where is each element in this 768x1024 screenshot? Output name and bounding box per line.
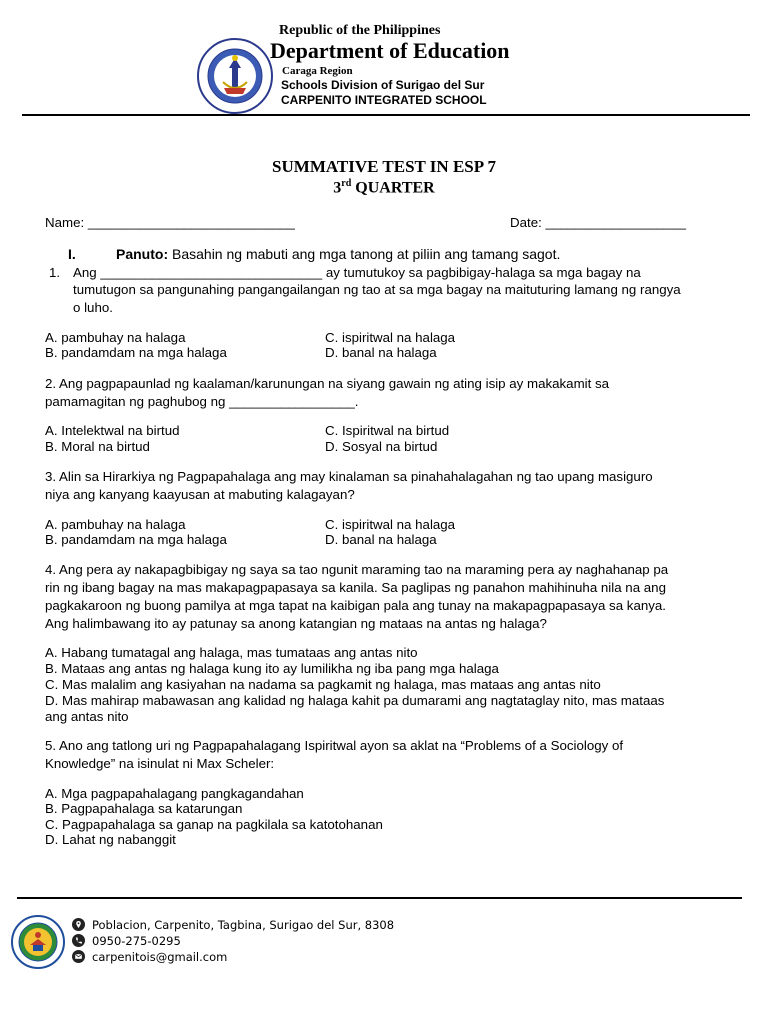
q4-choice-a[interactable]: A. Habang tumatagal ang halaga, mas tumataas ang antas nito bbox=[45, 645, 418, 660]
header-divider bbox=[22, 114, 750, 116]
header-division: Schools Division of Surigao del Sur bbox=[281, 78, 485, 92]
q1-number: 1. bbox=[49, 265, 61, 280]
instructions: Panuto: Basahin ng mabuti ang mga tanong at piliin ang tamang sagot. bbox=[116, 246, 561, 262]
q5-line: Knowledge” na isinulat ni Max Scheler: bbox=[45, 756, 275, 771]
q5-choice-a[interactable]: A. Mga pagpapahalagang pangkagandahan bbox=[45, 786, 304, 801]
q2-line: 2. Ang pagpapaunlad ng kaalaman/karunungan na siyang gawain ng ating isip ay makakamit sa bbox=[45, 376, 610, 391]
location-icon bbox=[72, 918, 85, 931]
q2-choice-a[interactable]: A. Intelektwal na birtud bbox=[45, 423, 180, 438]
q3-choice-d[interactable]: D. banal na halaga bbox=[325, 532, 437, 547]
q5-choice-d[interactable]: D. Lahat ng nabanggit bbox=[45, 832, 176, 847]
footer-email[interactable]: carpenitois@gmail.com bbox=[92, 950, 228, 964]
q4-choice-b[interactable]: B. Mataas ang antas ng halaga kung ito ay lumilikha ng iba pang mga halaga bbox=[45, 661, 499, 676]
q3-choice-b[interactable]: B. pandamdam na mga halaga bbox=[45, 532, 227, 547]
q1-choice-a[interactable]: A. pambuhay na halaga bbox=[45, 330, 186, 345]
name-field[interactable]: Name: ____________________________ bbox=[45, 215, 295, 230]
q4-choice-d[interactable]: D. Mas mahirap mabawasan ang kalidad ng halaga kahit pa dumarami ang nagtataglay nito, mas mataas bbox=[45, 693, 665, 708]
q3-line: 3. Alin sa Hirarkiya ng Pagpapahalaga ang may kinalaman sa pinahahalagahan ng tao upang masiguro bbox=[45, 469, 653, 484]
q4-line: rin ng ibang bagay na mas makapagpapasaya sa kanila. Sa paglipas ng panahon mahihinuha nila na ang bbox=[45, 580, 666, 595]
q2-choice-c[interactable]: C. Ispiritwal na birtud bbox=[325, 423, 450, 438]
section-numeral: I. bbox=[68, 246, 76, 262]
header-department: Department of Education bbox=[270, 38, 510, 63]
school-seal-logo bbox=[11, 915, 65, 969]
q3-line: niya ang kanyang kaayusan at mabuting kalagayan? bbox=[45, 487, 355, 502]
q1-choice-d[interactable]: D. banal na halaga bbox=[325, 345, 437, 360]
date-field[interactable]: Date: ___________________ bbox=[510, 215, 686, 230]
q1-line: tumutugon sa pangunahing pangangailangan ng tao at sa mga bagay na maituturing lamang ng rangya bbox=[73, 282, 681, 297]
q3-choice-c[interactable]: C. ispiritwal na halaga bbox=[325, 517, 456, 532]
q4-line: pagkakaroon ng buong pamilya at mga tapat na kaibigan pala ang tunay na makapagpapasaya sa kanya. bbox=[45, 598, 666, 613]
q2-line: pamamagitan ng paghubog ng _________________. bbox=[45, 394, 359, 409]
email-icon bbox=[72, 950, 85, 963]
header-region: Caraga Region bbox=[282, 65, 353, 77]
q4-choice-c[interactable]: C. Mas malalim ang kasiyahan na nadama sa pagkamit ng halaga, mas mataas ang antas nito bbox=[45, 677, 601, 692]
footer-phone: 0950-275-0295 bbox=[92, 934, 181, 948]
deped-seal-logo bbox=[197, 38, 273, 114]
q4-choice-d-cont: ang antas nito bbox=[45, 709, 129, 724]
q3-choice-a[interactable]: A. pambuhay na halaga bbox=[45, 517, 186, 532]
q5-choice-b[interactable]: B. Pagpapahalaga sa katarungan bbox=[45, 801, 243, 816]
q2-choice-d[interactable]: D. Sosyal na birtud bbox=[325, 439, 438, 454]
q1-line: o luho. bbox=[73, 300, 113, 315]
header-republic: Republic of the Philippines bbox=[279, 23, 441, 38]
q4-line: Ang halimbawang ito ay patunay sa anong katangian ng mataas na antas ng halaga? bbox=[45, 616, 547, 631]
q1-choice-c[interactable]: C. ispiritwal na halaga bbox=[325, 330, 456, 345]
q1-line: Ang ______________________________ ay tumutukoy sa pagbibigay-halaga sa mga bagay na bbox=[73, 265, 641, 280]
header-school: CARPENITO INTEGRATED SCHOOL bbox=[281, 93, 487, 107]
footer-divider bbox=[17, 897, 742, 899]
test-quarter: 3rd QUARTER bbox=[333, 178, 435, 197]
q5-choice-c[interactable]: C. Pagpapahalaga sa ganap na pagkilala sa katotohanan bbox=[45, 817, 383, 832]
q4-line: 4. Ang pera ay nakapagbibigay ng saya sa tao ngunit maraming tao na maraming pera ay naghahanap pa bbox=[45, 562, 669, 577]
test-title: SUMMATIVE TEST IN ESP 7 bbox=[272, 157, 496, 176]
q1-choice-b[interactable]: B. pandamdam na mga halaga bbox=[45, 345, 227, 360]
q5-line: 5. Ano ang tatlong uri ng Pagpapahalagang Ispiritwal ayon sa aklat na “Problems of a Sociology of bbox=[45, 738, 624, 753]
q2-choice-b[interactable]: B. Moral na birtud bbox=[45, 439, 150, 454]
footer-address: Poblacion, Carpenito, Tagbina, Surigao del Sur, 8308 bbox=[92, 918, 395, 932]
phone-icon bbox=[72, 934, 85, 947]
